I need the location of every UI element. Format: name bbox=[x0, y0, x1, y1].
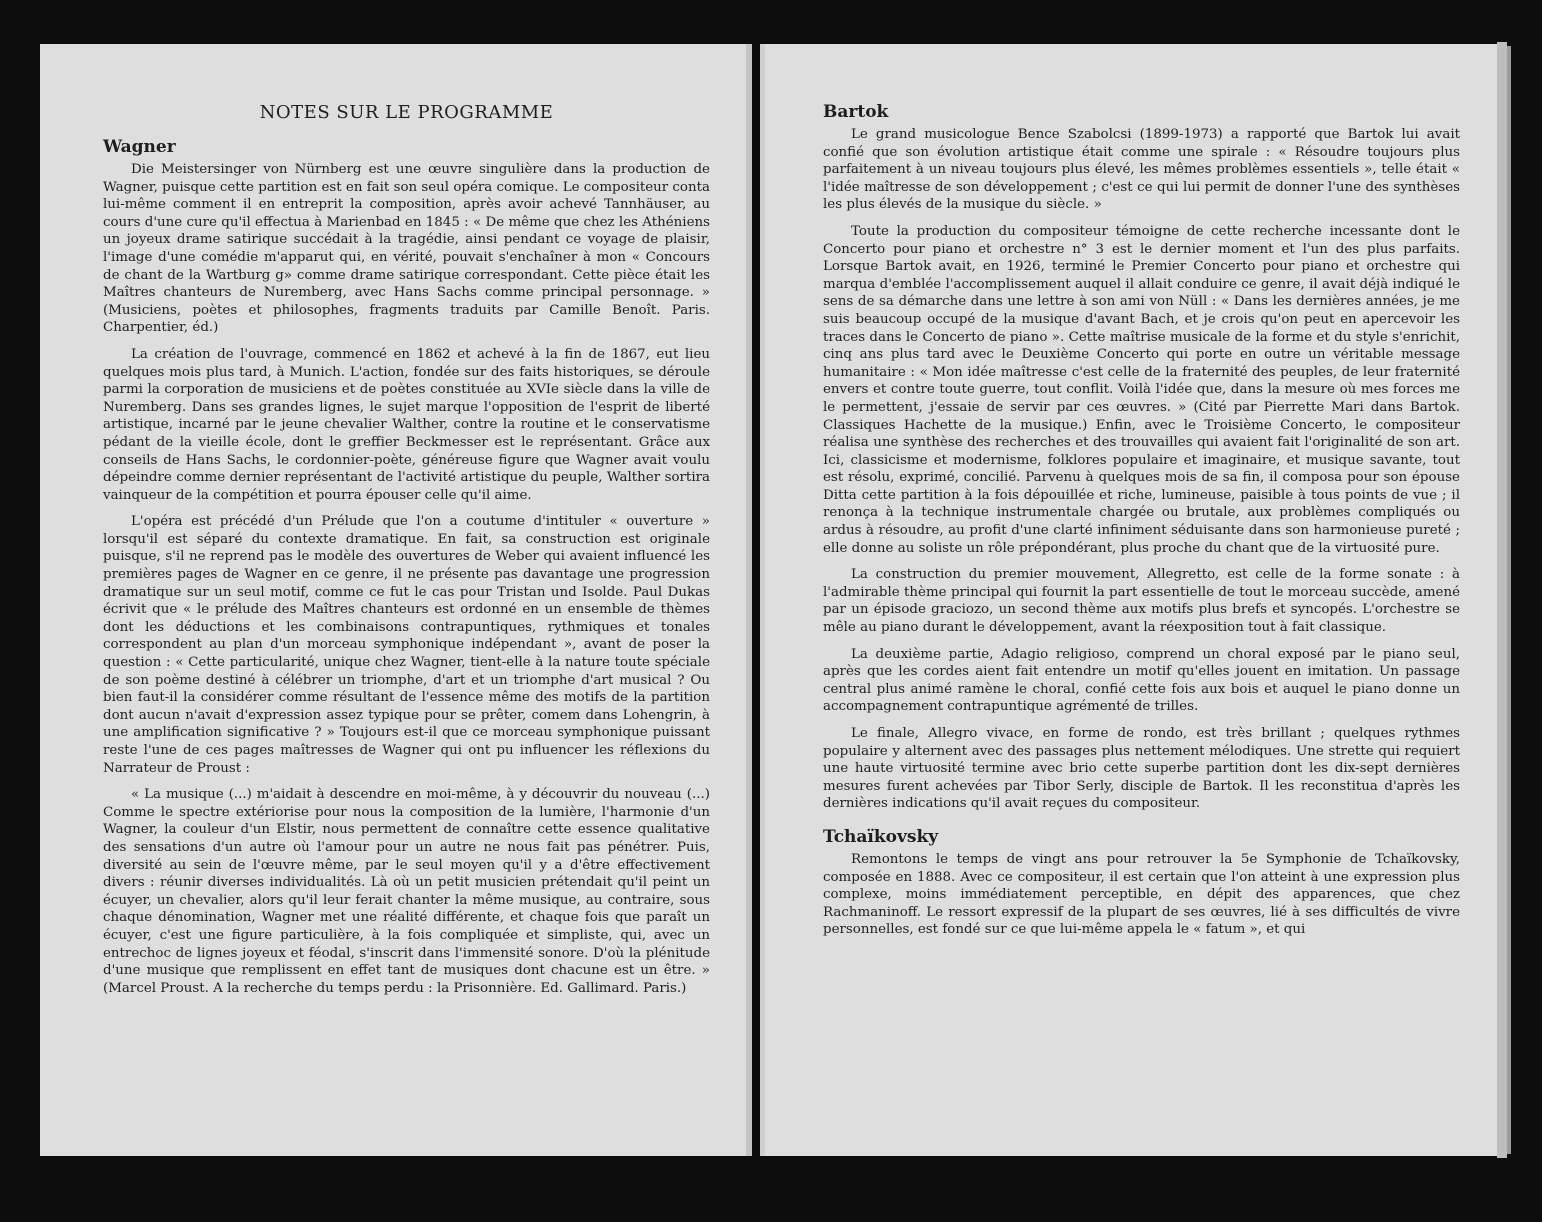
right-page bbox=[765, 44, 1500, 1156]
bartok-paragraph-5: Le finale, Allegro vivace, en forme de rondo, est très brillant ; quelques rythmes populaire y alternent avec des passages plus nettement mélodiques. Une strette qui requiert une haute virtuosité termine avec brio cette superbe partition dont les dix-sept dernières mesures furent achevées par Tibor Serly, disciple de Bartok. Il les reconstitua d'après les dernières indications qu'il avait reçues du compositeur. bbox=[823, 726, 1460, 812]
bartok-paragraph-4: La deuxième partie, Adagio religioso, comprend un choral exposé par le piano seul, après que les cordes aient fait entendre un motif qu'elles jouent en imitation. Un passage central plus animé ramène le choral, confié cette fois aux bois et auquel le piano donne un accompagnement contrapuntique agrémenté de trilles. bbox=[823, 646, 1460, 715]
section-heading-bartok: Bartok bbox=[823, 102, 889, 122]
page-title: NOTES SUR LE PROGRAMME bbox=[259, 102, 554, 123]
section-heading-tchaikovsky: Tchaïkovsky bbox=[823, 826, 939, 847]
bartok-paragraph-3: La construction du premier mouvement, Allegretto, est celle de la forme sonate : à l'admirable thème principal qui fournit la part essentielle de tout le morceau succède, amené par un épisode graciozo, un second thème aux motifs plus brefs et syncopés. L'orchestre se mêle au piano durant le développement, avant la réexposition tout à fait classique. bbox=[823, 567, 1460, 636]
page-edge bbox=[1497, 42, 1507, 1158]
left-page bbox=[40, 44, 750, 1156]
tchaikovsky-paragraph-1: Remontons le temps de vingt ans pour retrouver la 5e Symphonie de Tchaïkovsky, composée en 1888. Avec ce compositeur, il est certain que l'on atteint à une expression plus complexe, moins immédiatement perceptible, en dépit des apparences, que chez Rachmaninoff. Le ressort expressif de la plupart de ses œuvres, lié à ses difficultés de vivre personnelles, est fondé sur ce que lui-même appela le « fatum », et qui bbox=[823, 851, 1460, 938]
section-heading-wagner: Wagner bbox=[103, 137, 176, 157]
bartok-paragraph-2: Toute la production du compositeur témoigne de cette recherche incessante dont le Concerto pour piano et orchestre n° 3 est le dernier moment et l'un des plus parfaits. Lorsque Bartok avait, en 1926, terminé le Premier Concerto pour piano et orchestre qui marqua d'emblée l'accomplissement auquel il allait conduire ce genre, il avait déjà indiqué le sens de sa démarche dans une lettre à son ami von Nüll : « Dans les dernières années, je me suis beaucoup occupé de la musique d'avant Bach, et je crois qu'on peut en apercevoir les traces dans le Concerto de piano ». Cette maîtrise musicale de la forme et du style s'enrichit, cinq ans plus tard avec le Deuxième Concerto qui porte en outre un véritable message humanitaire : « Mon idée maîtresse c'est celle de la fraternité des peuples, de leur fraternité envers et contre toute guerre, tout conflit. Voilà l'idée que, dans la mesure où mes forces me le permettent, j'essaie de servir par ces œuvres. » (Cité par Pierrette Mari dans Bartok. Classiques Hachette de la musique.) Enfin, avec le Troisième Concerto, le compositeur réalisa une synthèse des recherches et des trouvailles qui avaient fait l'originalité de son art. Ici, classicisme et modernisme, folklores populaire et imaginaire, et musique savante, tout est résolu, exprimé, concilié. Parvenu à quelques mois de sa fin, il composa pour son épouse Ditta cette partition à la fois dépouillée et riche, lumineuse, paisible à tous points de vue ; il renonça à la technique instrumentale chargée ou brutale, aux problèmes compliqués ou ardus à résoudre, au profit d'une clarté infiniment séduisante dans son harmonieuse pureté ; elle donne au soliste un rôle prépondérant, plus proche du chant que de la virtuosité pure. bbox=[823, 223, 1460, 556]
page-edge-shadow bbox=[1507, 46, 1511, 1154]
wagner-paragraph-3: L'opéra est précédé d'un Prélude que l'on a coutume d'intituler « ouverture » lorsqu'il est séparé du contexte dramatique. En fait, sa construction est originale puisque, s'il ne reprend pas le modèle des ouvertures de Weber qui avaient influencé les premières pages de Wagner en ce genre, il ne présente pas davantage une progression dramatique sur un seul motif, comme ce fut le cas pour Tristan und Isolde. Paul Dukas écrivit que « le prélude des Maîtres chanteurs est ordonné en un ensemble de thèmes dont les déductions et les combinaisons contrapuntiques, rythmiques et tonales correspondent au plan d'un morceau symphonique indépendant », avant de poser la question : « Cette particularité, unique chez Wagner, tient-elle à la nature toute spéciale de son poème destiné à célébrer un triomphe, d'art et un triomphe d'art musical ? Ou bien faut-il la considérer comme résultant de l'essence même des motifs de la partition dont aucun n'avait d'expression assez typique pour se prêter, comem dans Lohengrin, à une amplification significative ? » Toujours est-il que ce morceau symphonique puissant reste l'une de ces pages maîtresses de Wagner qui ont pu influencer les réflexions du Narrateur de Proust : bbox=[103, 514, 710, 776]
wagner-paragraph-2: La création de l'ouvrage, commencé en 1862 et achevé à la fin de 1867, eut lieu quelques mois plus tard, à Munich. L'action, fondée sur des faits historiques, se déroule parmi la corporation de musiciens et de poètes constituée au XVIe siècle dans la ville de Nuremberg. Dans ses grandes lignes, le sujet marque l'opposition de l'esprit de liberté artistique, incarné par le jeune chevalier Walther, contre la routine et le conservatisme pédant de la vieille école, dont le greffier Beckmesser est le représentant. Grâce aux conseils de Hans Sachs, le cordonnier-poète, généreuse figure que Wagner avait voulu dépeindre comme dernier représentant de l'activité artistique du peuple, Walther sortira vainqueur de la compétition et pourra épouser celle qu'il aime. bbox=[103, 346, 710, 503]
bartok-paragraph-1: Le grand musicologue Bence Szabolcsi (1899-1973) a rapporté que Bartok lui avait confié que son évolution artistique était comme une spirale : « Résoudre toujours plus parfaitement à un niveau toujours plus élevé, les mêmes problèmes essentiels », telle était « l'idée maîtresse de son développement ; c'est ce qui lui permit de donner l'une des synthèses les plus élevés de la musique du siècle. » bbox=[823, 127, 1460, 213]
binding-shadow-left bbox=[746, 44, 752, 1156]
wagner-paragraph-4: « La musique (...) m'aidait à descendre en moi-même, à y découvrir du nouveau (...) Comme le spectre extériorise pour nous la composition de la lumière, l'harmonie d'un Wagner, la couleur d'un Elstir, nous permettent de connaître cette essence qualitative des sensations d'un autre où l'amour pour un autre ne nous fait pas pénétrer. Puis, diversité au sein de l'œuvre même, par le seul moyen qu'il y a d'être effectivement divers : réunir diverses individualités. Là où un petit musicien prétendait qu'il peint un écuyer, un chevalier, alors qu'il leur ferait chanter la même musique, au contraire, sous chaque dénomination, Wagner met une réalité différente, et chaque fois que paraît un écuyer, c'est une figure particulière, à la fois compliquée et simpliste, qui, avec un entrechoc de lignes joyeux et féodal, s'inscrit dans l'immensité sonore. D'où la plénitude d'une musique que remplissent en effet tant de musiques dont chacune est un être. » (Marcel Proust. A la recherche du temps perdu : la Prisonnière. Ed. Gallimard. Paris.) bbox=[103, 787, 710, 996]
wagner-paragraph-1: Die Meistersinger von Nürnberg est une œuvre singulière dans la production de Wagner, puisque cette partition est en fait son seul opéra comique. Le compositeur conta lui-même comment il en entreprit la composition, après avoir achevé Tannhäuser, au cours d'une cure qu'il effectua à Marienbad en 1845 : « De même que chez les Athéniens un joyeux drame satirique succédait à la tragédie, ainsi pendant ce voyage de plaisir, l'image d'une comédie m'apparut qui, en vérité, pouvait s'enchaîner à mon « Concours de chant de la Wartburg g» comme drame satirique correspondant. Cette pièce était les Maîtres chanteurs de Nuremberg, avec Hans Sachs comme principal personnage. » (Musiciens, poètes et philosophes, fragments traduits par Camille Benoît. Paris. Charpentier, éd.) bbox=[103, 162, 710, 336]
